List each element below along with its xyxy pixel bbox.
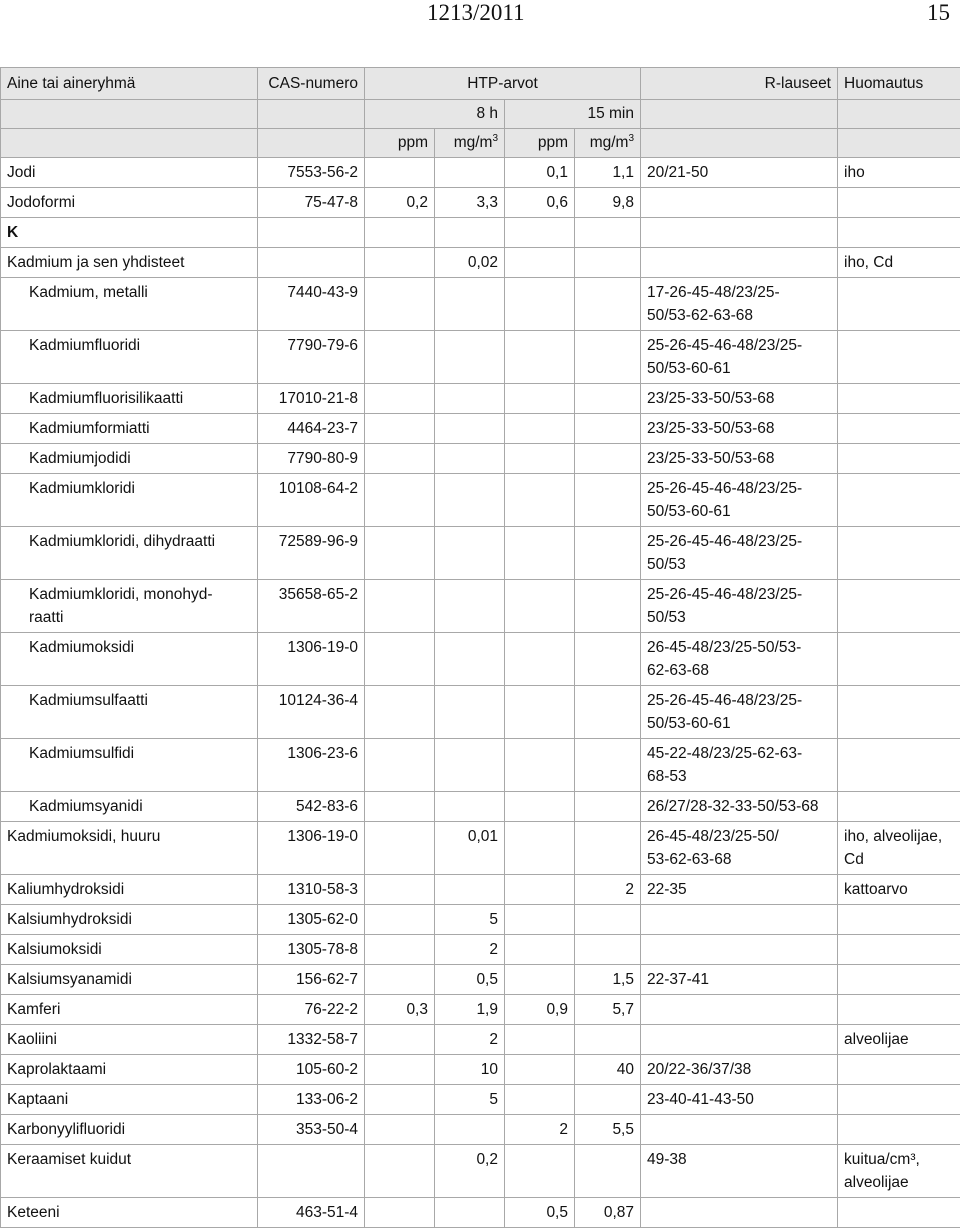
cell-mg-8h: 0,02	[435, 248, 505, 278]
cell-r-phrases	[641, 1198, 838, 1228]
cell-ppm-8h	[365, 1198, 435, 1228]
table-row	[1, 633, 960, 686]
cell-cas: 1306-19-0	[258, 633, 365, 686]
cell-mg-8h	[435, 474, 505, 527]
cell-mg-15min	[575, 444, 641, 474]
cell-remark	[838, 995, 960, 1025]
cell-ppm-8h	[365, 414, 435, 444]
cell-ppm-15min	[505, 739, 575, 792]
cell-ppm-15min	[505, 331, 575, 384]
cell-cas: 105-60-2	[258, 1055, 365, 1085]
cell-mg-15min	[575, 414, 641, 444]
table-row	[1, 935, 960, 965]
cell-ppm-15min	[505, 278, 575, 331]
cell-mg-15min	[575, 248, 641, 278]
cell-ppm-15min	[505, 1145, 575, 1198]
document-reference: 1213/2011	[427, 0, 525, 26]
cell-cas: 10124-36-4	[258, 686, 365, 739]
table-row	[1, 384, 960, 414]
table-row	[1, 1055, 960, 1085]
cell-remark	[838, 935, 960, 965]
cell-ppm-15min	[505, 444, 575, 474]
cell-remark	[838, 414, 960, 444]
cell-mg-8h	[435, 331, 505, 384]
cell-remark	[838, 1115, 960, 1145]
table-row	[1, 444, 960, 474]
cell-cas: 156-62-7	[258, 965, 365, 995]
cell-r-phrases	[641, 218, 838, 248]
htp-values-table	[0, 67, 960, 1228]
cell-cas: 353-50-4	[258, 1115, 365, 1145]
cell-mg-15min	[575, 935, 641, 965]
cell-r-phrases: 25-26-45-46-48/23/25- 50/53-60-61	[641, 474, 838, 527]
cell-r-phrases: 26-45-48/23/25-50/53- 62-63-68	[641, 633, 838, 686]
header-ppm-15min: ppm	[505, 129, 575, 158]
cell-ppm-15min	[505, 527, 575, 580]
cell-ppm-8h	[365, 384, 435, 414]
cell-remark	[838, 188, 960, 218]
cell-ppm-15min	[505, 875, 575, 905]
cell-ppm-8h	[365, 474, 435, 527]
table-row	[1, 1145, 960, 1198]
cell-ppm-8h	[365, 633, 435, 686]
cell-r-phrases	[641, 248, 838, 278]
cell-mg-8h	[435, 580, 505, 633]
cell-substance: Kadmiumfluorisilikaatti	[1, 384, 258, 414]
cell-cas: 1332-58-7	[258, 1025, 365, 1055]
header-r-phrases: R-lauseet	[641, 68, 838, 100]
cell-mg-15min: 0,87	[575, 1198, 641, 1228]
cell-r-phrases	[641, 1025, 838, 1055]
cell-mg-8h	[435, 278, 505, 331]
cell-ppm-15min	[505, 1085, 575, 1115]
cell-r-phrases: 23/25-33-50/53-68	[641, 444, 838, 474]
table-row	[1, 965, 960, 995]
cell-ppm-15min: 0,9	[505, 995, 575, 1025]
table-row	[1, 875, 960, 905]
cell-mg-8h: 5	[435, 1085, 505, 1115]
cell-r-phrases: 25-26-45-46-48/23/25- 50/53-60-61	[641, 686, 838, 739]
cell-substance: Kadmiumformiatti	[1, 414, 258, 444]
cell-ppm-8h	[365, 444, 435, 474]
cell-substance: Jodi	[1, 158, 258, 188]
cell-substance: Kadmiumsulfidi	[1, 739, 258, 792]
cell-remark: alveolijae	[838, 1025, 960, 1055]
header-substance: Aine tai aineryhmä	[1, 68, 258, 100]
cell-remark: iho, Cd	[838, 248, 960, 278]
cell-remark	[838, 218, 960, 248]
cell-ppm-8h	[365, 158, 435, 188]
cell-cas: 7790-79-6	[258, 331, 365, 384]
cell-mg-8h	[435, 1115, 505, 1145]
page-number: 15	[927, 0, 950, 26]
cell-mg-15min: 5,5	[575, 1115, 641, 1145]
cell-ppm-8h	[365, 739, 435, 792]
cell-remark	[838, 331, 960, 384]
cell-remark	[838, 792, 960, 822]
cell-remark	[838, 384, 960, 414]
cell-mg-8h	[435, 739, 505, 792]
header-mg-8h: $mg/m^3$	[435, 129, 505, 158]
cell-substance: Karbonyylifluoridi	[1, 1115, 258, 1145]
cell-cas: 1310-58-3	[258, 875, 365, 905]
cell-r-phrases: 25-26-45-46-48/23/25- 50/53	[641, 527, 838, 580]
cell-remark	[838, 1055, 960, 1085]
cell-mg-8h: 3,3	[435, 188, 505, 218]
cell-mg-8h	[435, 1198, 505, 1228]
cell-mg-8h	[435, 875, 505, 905]
table-row	[1, 1085, 960, 1115]
cell-ppm-8h	[365, 331, 435, 384]
cell-remark	[838, 739, 960, 792]
cell-remark	[838, 686, 960, 739]
cell-ppm-15min	[505, 414, 575, 444]
table-row	[1, 248, 960, 278]
cell-mg-8h	[435, 444, 505, 474]
cell-mg-8h	[435, 218, 505, 248]
header-blank	[641, 100, 838, 129]
cell-r-phrases: 22-37-41	[641, 965, 838, 995]
cell-ppm-8h	[365, 1025, 435, 1055]
cell-mg-8h: 0,2	[435, 1145, 505, 1198]
cell-mg-15min	[575, 580, 641, 633]
page-header	[0, 0, 960, 40]
header-blank	[1, 129, 258, 158]
cell-ppm-15min: 0,5	[505, 1198, 575, 1228]
cell-cas	[258, 1145, 365, 1198]
cell-mg-15min: 1,1	[575, 158, 641, 188]
cell-mg-15min	[575, 905, 641, 935]
cell-cas: 72589-96-9	[258, 527, 365, 580]
cell-ppm-15min: 0,1	[505, 158, 575, 188]
cell-mg-8h: 2	[435, 935, 505, 965]
cell-ppm-15min	[505, 248, 575, 278]
cell-substance: Kamferi	[1, 995, 258, 1025]
cell-mg-8h: 0,01	[435, 822, 505, 875]
cell-remark: iho, alveolijae, Cd	[838, 822, 960, 875]
cell-cas: 542-83-6	[258, 792, 365, 822]
table-row	[1, 331, 960, 384]
cell-cas: 7440-43-9	[258, 278, 365, 331]
cell-mg-15min: 2	[575, 875, 641, 905]
cell-mg-15min	[575, 686, 641, 739]
table-row	[1, 1115, 960, 1145]
cell-mg-8h: 10	[435, 1055, 505, 1085]
cell-ppm-15min	[505, 792, 575, 822]
header-mg-15min: $mg/m^3$	[575, 129, 641, 158]
cell-ppm-15min: 0,6	[505, 188, 575, 218]
cell-remark	[838, 965, 960, 995]
header-blank	[1, 100, 258, 129]
table-row	[1, 414, 960, 444]
cell-r-phrases: 25-26-45-46-48/23/25- 50/53	[641, 580, 838, 633]
cell-ppm-8h	[365, 686, 435, 739]
cell-mg-15min	[575, 1085, 641, 1115]
header-blank	[838, 129, 960, 158]
cell-ppm-15min	[505, 1025, 575, 1055]
cell-remark	[838, 905, 960, 935]
cell-ppm-8h	[365, 1085, 435, 1115]
cell-mg-15min	[575, 384, 641, 414]
cell-mg-15min	[575, 527, 641, 580]
cell-r-phrases: 49-38	[641, 1145, 838, 1198]
cell-ppm-8h	[365, 1145, 435, 1198]
table-row	[1, 158, 960, 188]
header-blank	[258, 129, 365, 158]
cell-ppm-8h	[365, 1055, 435, 1085]
cell-ppm-15min	[505, 474, 575, 527]
cell-r-phrases	[641, 188, 838, 218]
cell-ppm-15min	[505, 935, 575, 965]
header-8h: 8 h	[365, 100, 505, 129]
cell-r-phrases: 26-45-48/23/25-50/ 53-62-63-68	[641, 822, 838, 875]
cell-mg-15min: 1,5	[575, 965, 641, 995]
cell-mg-8h: 0,5	[435, 965, 505, 995]
cell-mg-8h	[435, 686, 505, 739]
cell-remark	[838, 633, 960, 686]
cell-mg-15min: 40	[575, 1055, 641, 1085]
cell-r-phrases: 17-26-45-48/23/25- 50/53-62-63-68	[641, 278, 838, 331]
cell-remark	[838, 474, 960, 527]
cell-mg-8h	[435, 384, 505, 414]
cell-r-phrases: 23/25-33-50/53-68	[641, 414, 838, 444]
cell-cas: 1306-23-6	[258, 739, 365, 792]
cell-ppm-8h	[365, 1115, 435, 1145]
cell-r-phrases	[641, 1115, 838, 1145]
cell-remark: kuitua/cm³, alveolijae	[838, 1145, 960, 1198]
cell-r-phrases: 23-40-41-43-50	[641, 1085, 838, 1115]
table-row	[1, 792, 960, 822]
cell-mg-8h	[435, 633, 505, 686]
cell-substance: Kadmiumfluoridi	[1, 331, 258, 384]
cell-ppm-15min	[505, 1055, 575, 1085]
cell-ppm-8h	[365, 792, 435, 822]
cell-ppm-15min	[505, 686, 575, 739]
cell-substance: Kadmium ja sen yhdisteet	[1, 248, 258, 278]
cell-substance: Kaliumhydroksidi	[1, 875, 258, 905]
header-blank	[838, 100, 960, 129]
table-row	[1, 822, 960, 875]
table-row	[1, 1198, 960, 1228]
cell-cas: 1306-19-0	[258, 822, 365, 875]
cell-substance: Kadmiumjodidi	[1, 444, 258, 474]
cell-remark: iho	[838, 158, 960, 188]
cell-mg-8h	[435, 792, 505, 822]
cell-r-phrases	[641, 995, 838, 1025]
cell-ppm-8h	[365, 527, 435, 580]
table-body	[1, 158, 960, 1228]
cell-substance: Kadmiumkloridi, monohyd- raatti	[1, 580, 258, 633]
cell-mg-15min	[575, 822, 641, 875]
table-row	[1, 218, 960, 248]
cell-ppm-8h	[365, 248, 435, 278]
cell-mg-15min	[575, 331, 641, 384]
header-htp: HTP-arvot	[365, 68, 641, 100]
cell-mg-15min: 9,8	[575, 188, 641, 218]
cell-cas: 17010-21-8	[258, 384, 365, 414]
cell-ppm-8h: 0,2	[365, 188, 435, 218]
cell-mg-8h	[435, 414, 505, 444]
cell-cas: 1305-62-0	[258, 905, 365, 935]
table-row	[1, 278, 960, 331]
cell-remark	[838, 278, 960, 331]
cell-r-phrases: 22-35	[641, 875, 838, 905]
cell-substance: Kadmiumoksidi	[1, 633, 258, 686]
cell-cas: 10108-64-2	[258, 474, 365, 527]
cell-remark	[838, 580, 960, 633]
cell-cas: 7553-56-2	[258, 158, 365, 188]
cell-substance: Kaptaani	[1, 1085, 258, 1115]
cell-mg-8h: 5	[435, 905, 505, 935]
header-blank	[641, 129, 838, 158]
cell-mg-15min	[575, 218, 641, 248]
cell-remark	[838, 1198, 960, 1228]
cell-remark	[838, 1085, 960, 1115]
cell-substance: Kalsiumoksidi	[1, 935, 258, 965]
cell-cas: 7790-80-9	[258, 444, 365, 474]
cell-substance: Kalsiumhydroksidi	[1, 905, 258, 935]
cell-substance: Kaprolaktaami	[1, 1055, 258, 1085]
cell-mg-15min	[575, 1145, 641, 1198]
cell-ppm-15min	[505, 822, 575, 875]
cell-r-phrases: 25-26-45-46-48/23/25- 50/53-60-61	[641, 331, 838, 384]
cell-r-phrases	[641, 905, 838, 935]
table-row	[1, 995, 960, 1025]
table-row	[1, 474, 960, 527]
cell-substance: Kadmiumkloridi	[1, 474, 258, 527]
cell-mg-15min	[575, 1025, 641, 1055]
cell-ppm-15min	[505, 384, 575, 414]
cell-substance: Kadmiumsyanidi	[1, 792, 258, 822]
table-row	[1, 188, 960, 218]
cell-ppm-15min	[505, 965, 575, 995]
cell-substance: Kadmiumkloridi, dihydraatti	[1, 527, 258, 580]
cell-r-phrases: 20/22-36/37/38	[641, 1055, 838, 1085]
cell-substance: Keraamiset kuidut	[1, 1145, 258, 1198]
table-row	[1, 739, 960, 792]
cell-ppm-8h: 0,3	[365, 995, 435, 1025]
cell-r-phrases	[641, 935, 838, 965]
cell-r-phrases: 45-22-48/23/25-62-63- 68-53	[641, 739, 838, 792]
cell-remark	[838, 444, 960, 474]
cell-cas: 75-47-8	[258, 188, 365, 218]
cell-ppm-8h	[365, 905, 435, 935]
cell-ppm-15min	[505, 633, 575, 686]
cell-ppm-15min	[505, 580, 575, 633]
cell-substance: Kadmiumoksidi, huuru	[1, 822, 258, 875]
table-row	[1, 580, 960, 633]
table-row	[1, 686, 960, 739]
cell-mg-15min	[575, 633, 641, 686]
cell-substance: Keteeni	[1, 1198, 258, 1228]
header-blank	[258, 100, 365, 129]
cell-mg-15min	[575, 792, 641, 822]
cell-mg-8h	[435, 158, 505, 188]
header-remark: Huomautus	[838, 68, 960, 100]
cell-cas: 4464-23-7	[258, 414, 365, 444]
cell-cas: 133-06-2	[258, 1085, 365, 1115]
cell-substance: Kalsiumsyanamidi	[1, 965, 258, 995]
cell-mg-15min	[575, 474, 641, 527]
cell-cas	[258, 248, 365, 278]
cell-substance: Kadmium, metalli	[1, 278, 258, 331]
cell-ppm-8h	[365, 935, 435, 965]
cell-mg-15min	[575, 739, 641, 792]
cell-ppm-8h	[365, 875, 435, 905]
cell-ppm-15min	[505, 218, 575, 248]
cell-ppm-8h	[365, 580, 435, 633]
cell-cas: 463-51-4	[258, 1198, 365, 1228]
header-15min: 15 min	[505, 100, 641, 129]
cell-mg-15min	[575, 278, 641, 331]
cell-ppm-8h	[365, 822, 435, 875]
cell-ppm-8h	[365, 965, 435, 995]
cell-cas: 1305-78-8	[258, 935, 365, 965]
table-row	[1, 527, 960, 580]
cell-substance: Kaoliini	[1, 1025, 258, 1055]
cell-remark: kattoarvo	[838, 875, 960, 905]
cell-ppm-15min: 2	[505, 1115, 575, 1145]
cell-mg-8h: 2	[435, 1025, 505, 1055]
cell-cas: 76-22-2	[258, 995, 365, 1025]
header-cas: CAS-numero	[258, 68, 365, 100]
cell-ppm-8h	[365, 278, 435, 331]
cell-ppm-8h	[365, 218, 435, 248]
cell-mg-8h	[435, 527, 505, 580]
table-row	[1, 905, 960, 935]
cell-r-phrases: 26/27/28-32-33-50/53-68	[641, 792, 838, 822]
cell-mg-15min: 5,7	[575, 995, 641, 1025]
cell-substance: Jodoformi	[1, 188, 258, 218]
cell-r-phrases: 23/25-33-50/53-68	[641, 384, 838, 414]
cell-substance: Kadmiumsulfaatti	[1, 686, 258, 739]
header-ppm-8h: ppm	[365, 129, 435, 158]
cell-ppm-15min	[505, 905, 575, 935]
cell-cas	[258, 218, 365, 248]
cell-cas: 35658-65-2	[258, 580, 365, 633]
cell-r-phrases: 20/21-50	[641, 158, 838, 188]
table-row	[1, 1025, 960, 1055]
cell-mg-8h: 1,9	[435, 995, 505, 1025]
cell-substance: K	[1, 218, 258, 248]
cell-remark	[838, 527, 960, 580]
